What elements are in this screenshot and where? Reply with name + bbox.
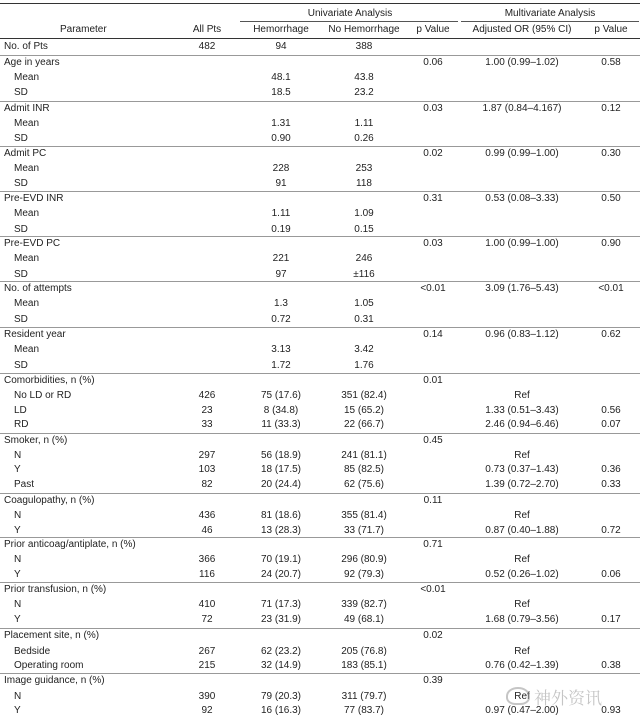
cell-hem: 0.72	[271, 314, 291, 325]
cell-hem: 48.1	[271, 72, 291, 83]
cell-hem: 1.3	[274, 298, 288, 309]
cell-param: Y	[14, 705, 21, 716]
cell-hem: 18.5	[271, 87, 291, 98]
cell-param: SD	[14, 87, 28, 98]
cell-hem: 97	[275, 269, 287, 280]
cell-hem: 1.72	[271, 360, 291, 371]
cell-all: 436	[198, 510, 216, 521]
cell-or: 0.73 (0.37–1.43)	[485, 464, 559, 475]
cell-param: Prior transfusion, n (%)	[4, 584, 107, 595]
cell-hem: 1.31	[271, 118, 291, 129]
table-row	[0, 40, 640, 54]
watermark	[506, 676, 636, 716]
cell-p: 0.14	[423, 329, 443, 340]
cell-param: Smoker, n (%)	[4, 435, 68, 446]
table-subrow	[0, 177, 640, 191]
cell-p: <0.01	[420, 283, 446, 294]
cell-param: Image guidance, n (%)	[4, 675, 105, 686]
cell-hem: 8 (34.8)	[263, 405, 299, 416]
table-subrow	[0, 86, 640, 100]
cell-p2: 0.72	[601, 525, 621, 536]
cell-or: 2.46 (0.94–6.46)	[485, 419, 559, 430]
cell-p2: 0.56	[601, 405, 621, 416]
header-hemorrhage: Hemorrhage	[253, 24, 309, 35]
cell-nohem: 3.42	[354, 344, 374, 355]
table-row	[0, 494, 640, 508]
cell-all: 297	[198, 450, 216, 461]
table-subrow	[0, 132, 640, 146]
table-subrow	[0, 252, 640, 266]
cell-nohem: 0.15	[354, 224, 374, 235]
table-subrow	[0, 509, 640, 523]
cell-param: SD	[14, 133, 28, 144]
cell-param: Mean	[14, 163, 40, 174]
cell-nohem: 43.8	[354, 72, 374, 83]
header-adjusted-or: Adjusted OR (95% CI)	[472, 24, 572, 35]
header-univariate-group: Univariate Analysis	[307, 8, 393, 19]
cell-p: 0.71	[423, 539, 443, 550]
cell-p: 0.02	[423, 630, 443, 641]
table-subrow	[0, 418, 640, 432]
cell-or: 3.09 (1.76–5.43)	[485, 283, 559, 294]
cell-nohem: 205 (76.8)	[341, 646, 387, 657]
table-row	[0, 629, 640, 643]
cell-hem: 81 (18.6)	[260, 510, 302, 521]
cell-hem: 79 (20.3)	[260, 691, 302, 702]
header-all-pts: All Pts	[192, 24, 222, 35]
table-row	[0, 147, 640, 161]
cell-param: RD	[14, 419, 29, 430]
cell-param: LD	[14, 405, 27, 416]
cell-p2: 0.93	[601, 705, 621, 716]
cell-hem: 20 (24.4)	[260, 479, 302, 490]
cell-nohem: 339 (82.7)	[341, 599, 387, 610]
table-header	[0, 0, 640, 40]
table-subrow	[0, 162, 640, 176]
cell-nohem: 33 (71.7)	[343, 525, 385, 536]
table-row	[0, 374, 640, 388]
cell-param: Y	[14, 464, 21, 475]
table-row	[0, 434, 640, 448]
cell-nohem: 388	[355, 41, 373, 52]
cell-or: 1.00 (0.99–1.02)	[485, 57, 559, 68]
cell-hem: 16 (16.3)	[260, 705, 302, 716]
cell-param: N	[14, 691, 22, 702]
cell-nohem: 77 (83.7)	[343, 705, 385, 716]
cell-p2: 0.12	[601, 103, 621, 114]
cell-or: 0.96 (0.83–1.12)	[485, 329, 559, 340]
cell-all: 72	[201, 614, 213, 625]
table-subrow	[0, 524, 640, 538]
cell-nohem: 1.09	[354, 208, 374, 219]
cell-or: Ref	[514, 390, 530, 401]
cell-hem: 32 (14.9)	[260, 660, 302, 671]
cell-p2: <0.01	[598, 283, 624, 294]
header-multivariate-group: Multivariate Analysis	[504, 8, 596, 19]
multivariate-group-rule	[461, 21, 639, 22]
header-bottom-rule	[0, 38, 640, 39]
cell-hem: 0.19	[271, 224, 291, 235]
watermark-text: 神外资讯	[534, 688, 602, 709]
cell-hem: 70 (19.1)	[260, 554, 302, 565]
cell-or: 1.33 (0.51–3.43)	[485, 405, 559, 416]
cell-hem: 1.11	[271, 208, 291, 219]
table-subrow	[0, 478, 640, 492]
cell-param: Resident year	[4, 329, 66, 340]
table-subrow	[0, 71, 640, 85]
cell-or: Ref	[514, 599, 530, 610]
cell-param: N	[14, 450, 22, 461]
cell-param: No LD or RD	[14, 390, 72, 401]
cell-p2: 0.07	[601, 419, 621, 430]
cell-param: SD	[14, 224, 28, 235]
table-subrow	[0, 568, 640, 582]
cell-param: SD	[14, 269, 28, 280]
cell-nohem: 1.76	[354, 360, 374, 371]
cell-nohem: 49 (68.1)	[343, 614, 385, 625]
cell-all: 33	[201, 419, 213, 430]
cell-all: 46	[201, 525, 213, 536]
table-subrow	[0, 553, 640, 567]
cell-nohem: 311 (79.7)	[341, 691, 387, 702]
cell-param: Coagulopathy, n (%)	[4, 495, 95, 506]
cell-hem: 91	[275, 178, 287, 189]
cell-p: 0.45	[423, 435, 443, 446]
cell-param: N	[14, 510, 22, 521]
cell-or: 0.53 (0.08–3.33)	[485, 193, 559, 204]
table-subrow	[0, 613, 640, 627]
cell-param: No. of attempts	[4, 283, 72, 294]
cell-hem: 0.90	[271, 133, 291, 144]
table-row	[0, 538, 640, 552]
table-subrow	[0, 297, 640, 311]
cell-or: 0.97 (0.47–2.00)	[485, 705, 559, 716]
cell-param: SD	[14, 314, 28, 325]
cell-nohem: 1.05	[354, 298, 374, 309]
table-subrow	[0, 389, 640, 403]
cell-nohem: 0.26	[354, 133, 374, 144]
cell-param: Past	[14, 479, 35, 490]
cell-param: No. of Pts	[4, 41, 48, 52]
cell-param: Mean	[14, 208, 40, 219]
cell-nohem: 92 (79.3)	[343, 569, 385, 580]
cell-param: Age in years	[4, 57, 60, 68]
table-subrow	[0, 404, 640, 418]
cell-or: 1.00 (0.99–1.00)	[485, 238, 559, 249]
table-subrow	[0, 449, 640, 463]
cell-p: 0.11	[423, 495, 443, 506]
table-subrow	[0, 598, 640, 612]
cell-or: 1.68 (0.79–3.56)	[485, 614, 559, 625]
cell-all: 116	[199, 569, 215, 580]
cell-param: Mean	[14, 344, 40, 355]
cell-param: SD	[14, 178, 28, 189]
cell-param: N	[14, 554, 22, 565]
cell-hem: 24 (20.7)	[260, 569, 302, 580]
cell-param: Operating room	[14, 660, 84, 671]
cell-param: Mean	[14, 72, 40, 83]
cell-or: 0.99 (0.99–1.00)	[485, 148, 559, 159]
cell-p2: 0.36	[601, 464, 621, 475]
cell-p2: 0.62	[601, 329, 621, 340]
cell-nohem: 62 (75.6)	[343, 479, 385, 490]
header-p-value-univariate: p Value	[416, 24, 450, 35]
cell-p2: 0.06	[601, 569, 621, 580]
cell-nohem: ±116	[353, 269, 375, 280]
cell-or: Ref	[514, 691, 530, 702]
cell-p: 0.01	[423, 375, 443, 386]
cell-all: 366	[198, 554, 216, 565]
cell-nohem: 241 (81.1)	[341, 450, 387, 461]
cell-nohem: 0.31	[354, 314, 374, 325]
table-row	[0, 237, 640, 251]
cell-param: Mean	[14, 253, 40, 264]
cell-all: 426	[198, 390, 216, 401]
cell-all: 82	[201, 479, 213, 490]
cell-nohem: 23.2	[354, 87, 374, 98]
table-subrow	[0, 313, 640, 327]
cell-all: 103	[198, 464, 216, 475]
cell-or: Ref	[514, 646, 530, 657]
cell-all: 267	[198, 646, 216, 657]
cell-param: SD	[14, 360, 28, 371]
cell-hem: 75 (17.6)	[260, 390, 302, 401]
cell-nohem: 183 (85.1)	[341, 660, 387, 671]
cell-nohem: 15 (65.2)	[343, 405, 385, 416]
cell-p2: 0.33	[601, 479, 621, 490]
cell-all: 92	[201, 705, 213, 716]
cell-nohem: 351 (82.4)	[341, 390, 387, 401]
cell-param: Prior anticoag/antiplate, n (%)	[4, 539, 136, 550]
cell-nohem: 296 (80.9)	[341, 554, 387, 565]
table-row	[0, 192, 640, 206]
cell-hem: 13 (28.3)	[260, 525, 302, 536]
cell-or: 0.52 (0.26–1.02)	[485, 569, 559, 580]
cell-hem: 221	[272, 253, 290, 264]
cell-p: <0.01	[420, 584, 446, 595]
table-subrow	[0, 359, 640, 373]
table-subrow	[0, 645, 640, 659]
cell-param: N	[14, 599, 22, 610]
cell-nohem: 246	[355, 253, 373, 264]
cell-param: Y	[14, 614, 21, 625]
cell-p2: 0.30	[601, 148, 621, 159]
cell-hem: 3.13	[271, 344, 291, 355]
header-p-value-multivariate: p Value	[594, 24, 628, 35]
cell-hem: 18 (17.5)	[260, 464, 302, 475]
cell-or: 1.87 (0.84–4.167)	[482, 103, 562, 114]
table-subrow	[0, 207, 640, 221]
cell-or: 1.39 (0.72–2.70)	[485, 479, 559, 490]
cell-param: Y	[14, 569, 21, 580]
cell-p: 0.02	[423, 148, 443, 159]
cell-nohem: 253	[355, 163, 373, 174]
table-row	[0, 102, 640, 116]
table-row	[0, 282, 640, 296]
cell-p: 0.03	[423, 103, 443, 114]
cell-p2: 0.58	[601, 57, 621, 68]
cell-hem: 23 (31.9)	[260, 614, 302, 625]
cell-all: 23	[201, 405, 213, 416]
cell-hem: 62 (23.2)	[260, 646, 302, 657]
cell-or: Ref	[514, 510, 530, 521]
table-row	[0, 56, 640, 70]
cell-or: 0.76 (0.42–1.39)	[485, 660, 559, 671]
cell-nohem: 85 (82.5)	[343, 464, 385, 475]
cell-hem: 56 (18.9)	[260, 450, 302, 461]
table-row	[0, 583, 640, 597]
table-row	[0, 328, 640, 342]
cell-param: Admit PC	[4, 148, 47, 159]
cell-or: Ref	[514, 554, 530, 565]
univariate-group-rule	[240, 21, 458, 22]
table-subrow	[0, 659, 640, 673]
cell-all: 482	[198, 41, 216, 52]
table-subrow	[0, 463, 640, 477]
cell-p2: 0.50	[601, 193, 621, 204]
cell-nohem: 355 (81.4)	[341, 510, 387, 521]
cell-param: Bedside	[14, 646, 51, 657]
cell-nohem: 22 (66.7)	[343, 419, 385, 430]
cell-p: 0.06	[423, 57, 443, 68]
cell-param: Admit INR	[4, 103, 50, 114]
cell-p2: 0.90	[601, 238, 621, 249]
header-parameter: Parameter	[60, 24, 107, 35]
cell-p2: 0.17	[601, 614, 621, 625]
cell-hem: 94	[275, 41, 287, 52]
cell-p: 0.39	[423, 675, 443, 686]
cell-nohem: 1.11	[354, 118, 374, 129]
table-subrow	[0, 268, 640, 282]
cell-param: Placement site, n (%)	[4, 630, 100, 641]
cell-all: 410	[198, 599, 216, 610]
cell-param: Mean	[14, 298, 40, 309]
cell-hem: 11 (33.3)	[261, 419, 301, 430]
cell-param: Y	[14, 525, 21, 536]
wechat-logo-icon	[506, 687, 530, 705]
cell-hem: 71 (17.3)	[260, 599, 302, 610]
cell-or: Ref	[514, 450, 530, 461]
cell-param: Pre-EVD INR	[4, 193, 64, 204]
cell-param: Pre-EVD PC	[4, 238, 61, 249]
cell-p: 0.31	[423, 193, 443, 204]
cell-p2: 0.38	[601, 660, 621, 671]
cell-all: 390	[198, 691, 216, 702]
cell-param: Comorbidities, n (%)	[4, 375, 95, 386]
table-subrow	[0, 343, 640, 357]
cell-hem: 228	[272, 163, 290, 174]
cell-all: 215	[198, 660, 216, 671]
cell-nohem: 118	[356, 178, 372, 189]
table-subrow	[0, 117, 640, 131]
header-no-hemorrhage: No Hemorrhage	[328, 24, 400, 35]
table-subrow	[0, 223, 640, 237]
cell-p: 0.03	[423, 238, 443, 249]
cell-or: 0.87 (0.40–1.88)	[485, 525, 559, 536]
cell-param: Mean	[14, 118, 40, 129]
